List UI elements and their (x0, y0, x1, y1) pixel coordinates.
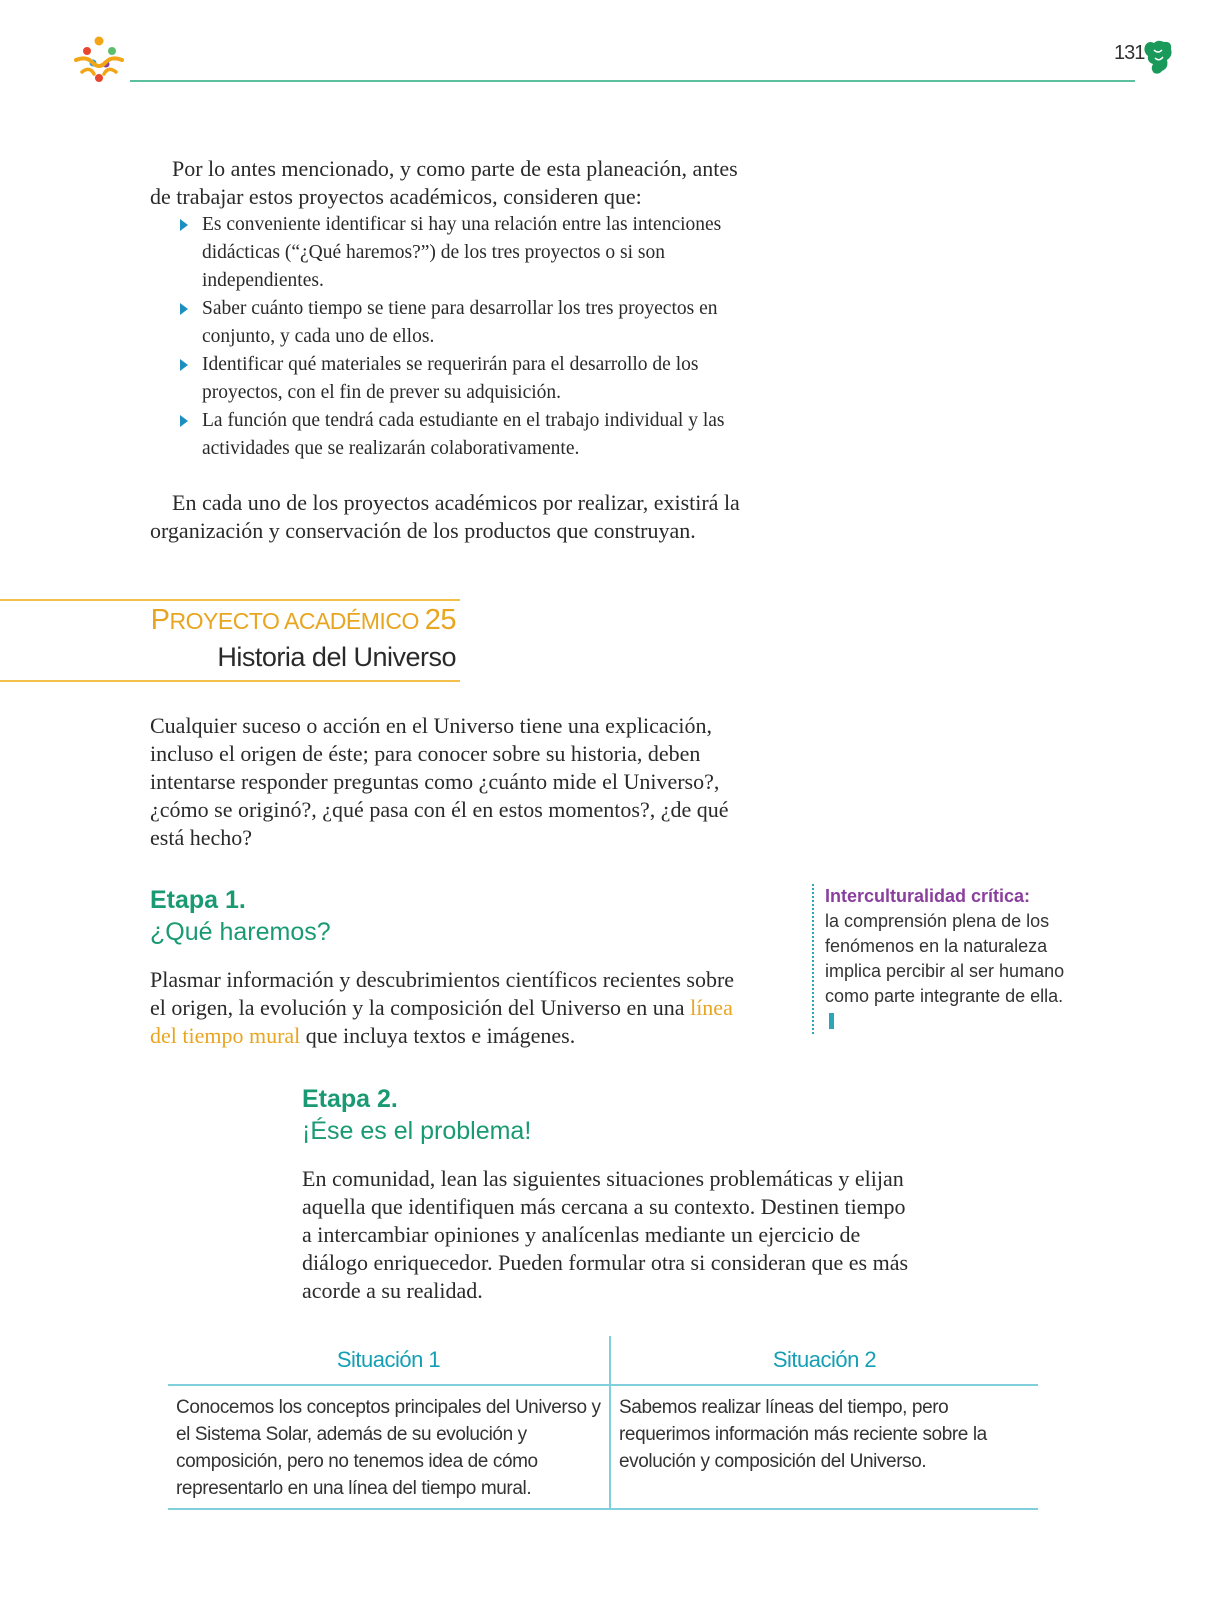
stage-1-text: Plasmar información y descubrimientos científicos recientes sobre el origen, la evolución y la composición del Universo en una línea del tiempo mural que incluya textos e imágenes. (150, 967, 735, 1048)
table-cell: Sabemos realizar líneas del tiempo, pero requerimos información más reciente sobre la evolución y composición del Universo. (619, 1397, 987, 1472)
intercultural-note (812, 884, 1065, 1034)
note-text: la comprensión plena de los fenómenos en la naturaleza implica percibir al ser humano como parte integrante de ella. (825, 911, 1065, 1006)
list-item: La función que tendrá cada estudiante en el trabajo individual y las actividades que se realizarán colaborativamente. (176, 407, 756, 463)
stage-2-heading (302, 1083, 531, 1147)
project-rule-top (0, 599, 460, 601)
page-corner-mark-icon (1142, 38, 1174, 76)
header-rule (130, 80, 1135, 82)
stage-1-title: Etapa 1. (150, 886, 246, 914)
community-logo-icon (72, 34, 126, 86)
table-header: Situación 1 (168, 1336, 610, 1385)
table-cell: Conocemos los conceptos principales del Universo y el Sistema Solar, además de su evolución y composición, pero no tenemos idea de cómo representarlo en una línea del tiempo mural. (168, 1385, 610, 1509)
list-item: Saber cuánto tiempo se tiene para desarrollar los tres proyectos en conjunto, y cada uno de ellos. (176, 295, 756, 351)
bullet-triangle-icon (180, 415, 188, 427)
stage-2-subtitle: ¡Ése es el problema! (302, 1117, 532, 1145)
list-item: Identificar qué materiales se requerirán para el desarrollo de los proyectos, con el fin de prever su adquisición. (176, 351, 756, 407)
stage-1-subtitle: ¿Qué haremos? (150, 918, 331, 946)
project-title: Historia del Universo (217, 642, 456, 672)
situations-table (168, 1336, 1038, 1510)
bullet-triangle-icon (180, 359, 188, 371)
project-rule-bottom (0, 680, 460, 682)
intro-paragraph: Por lo antes mencionado, y como parte de esta planeación, antes de trabajar estos proyectos académicos, consideren que: (150, 156, 738, 209)
bullet-triangle-icon (180, 219, 188, 231)
stage-2-title: Etapa 2. (302, 1085, 398, 1113)
table-header: Situación 2 (610, 1336, 1038, 1385)
table-header-row (168, 1336, 1038, 1385)
note-end-mark (829, 1013, 834, 1029)
list-item: Es conveniente identificar si hay una relación entre las intenciones didácticas (“¿Qué haremos?”) de los tres proyectos o si son independientes. (176, 211, 756, 295)
highlight-term: línea del tiempo mural (150, 995, 733, 1048)
project-label: PROYECTO ACADÉMICO 25 (150, 604, 456, 636)
project-intro: Cualquier suceso o acción en el Universo tiene una explicación, incluso el origen de éste; para conocer sobre su historia, deben intentarse responder preguntas como ¿cuánto mide el Universo?, ¿cómo se originó?, ¿qué pasa con él en estos momentos?, ¿de qué está hecho? (150, 713, 729, 850)
bullet-triangle-icon (180, 303, 188, 315)
stage-1-heading (150, 884, 331, 948)
table-row (168, 1385, 1038, 1509)
note-title: Interculturalidad crítica: (825, 886, 1031, 906)
page-number: 131 (1114, 42, 1145, 64)
considerations-list (176, 211, 756, 463)
stage-2-text: En comunidad, lean las siguientes situaciones problemáticas y elijan aquella que identifiquen más cercana a su contexto. Destinen tiempo a intercambiar opiniones y analícenlas mediante un ejercicio de diálogo enriquecedor. Pueden formular otra si consideran que es más acorde a su realidad. (302, 1166, 909, 1303)
closing-paragraph: En cada uno de los proyectos académicos por realizar, existirá la organización y conservación de los productos que construyan. (150, 490, 740, 543)
